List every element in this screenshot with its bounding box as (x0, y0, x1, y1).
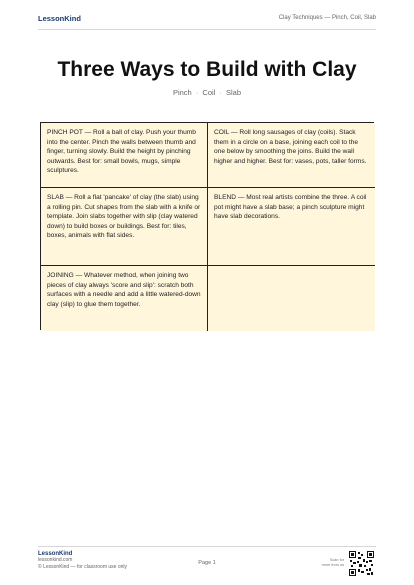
card-joining: JOINING — Whatever method, when joining two pieces of clay always 'score and slip': scratch both surfaces with a needle and add a little watered-down clay (slip) to glue them together. (41, 266, 208, 331)
scan-caption-line1: Scan for (329, 558, 344, 562)
page-subtitle (0, 88, 414, 97)
subtitle-separator: · (219, 88, 222, 97)
scan-caption (322, 558, 344, 567)
header-brand[interactable]: LessonKind (38, 14, 81, 23)
subtitle-item-coil: Coil (202, 88, 216, 97)
footer-brand: LessonKind (38, 551, 73, 557)
card-slab: SLAB — Roll a flat 'pancake' of clay (the slab) using a rolling pin. Cut shapes from the slab with a knife or template. Join slabs together with slip (clay watered down) to build boxes or buildings. Best for: tiles, boxes, animals with flat sides. (41, 188, 208, 266)
header-topic: Clay Techniques — Pinch, Coil, Slab (278, 15, 376, 21)
card-coil: COIL — Roll long sausages of clay (coils). Stack them in a circle on a base, joining each coil to the one below by smoothing the joins. Build the wall higher and higher. Best for: vases, pots, taller forms. (208, 123, 375, 188)
qr-code-icon[interactable] (349, 551, 374, 576)
scan-caption-line2: more from us (321, 562, 344, 567)
subtitle-item-pinch: Pinch (172, 88, 192, 97)
header-divider (38, 29, 376, 30)
card-blend: BLEND — Most real artists combine the three. A coil pot might have a slab base; a pinch sculpture might have slab decorations. (208, 188, 375, 266)
page-title: Three Ways to Build with Clay (57, 58, 357, 81)
card-empty (208, 266, 375, 331)
footer-copyright: © LessonKind — for classroom use only (38, 563, 128, 570)
subtitle-separator: · (195, 88, 199, 97)
technique-grid (40, 122, 374, 330)
footer-divider (38, 546, 376, 547)
page-header (38, 14, 376, 28)
subtitle-item-slab: Slab (226, 88, 242, 97)
card-pinch-pot: PINCH POT — Roll a ball of clay. Push your thumb into the center. Pinch the walls between thumb and finger, turning slowly. Build the height by pinching outwards. Best for: small bowls, mugs, simple sculptures. (41, 123, 208, 188)
footer-site-link[interactable]: lessonkind.com (38, 557, 73, 563)
page-number: Page 1 (198, 560, 216, 566)
